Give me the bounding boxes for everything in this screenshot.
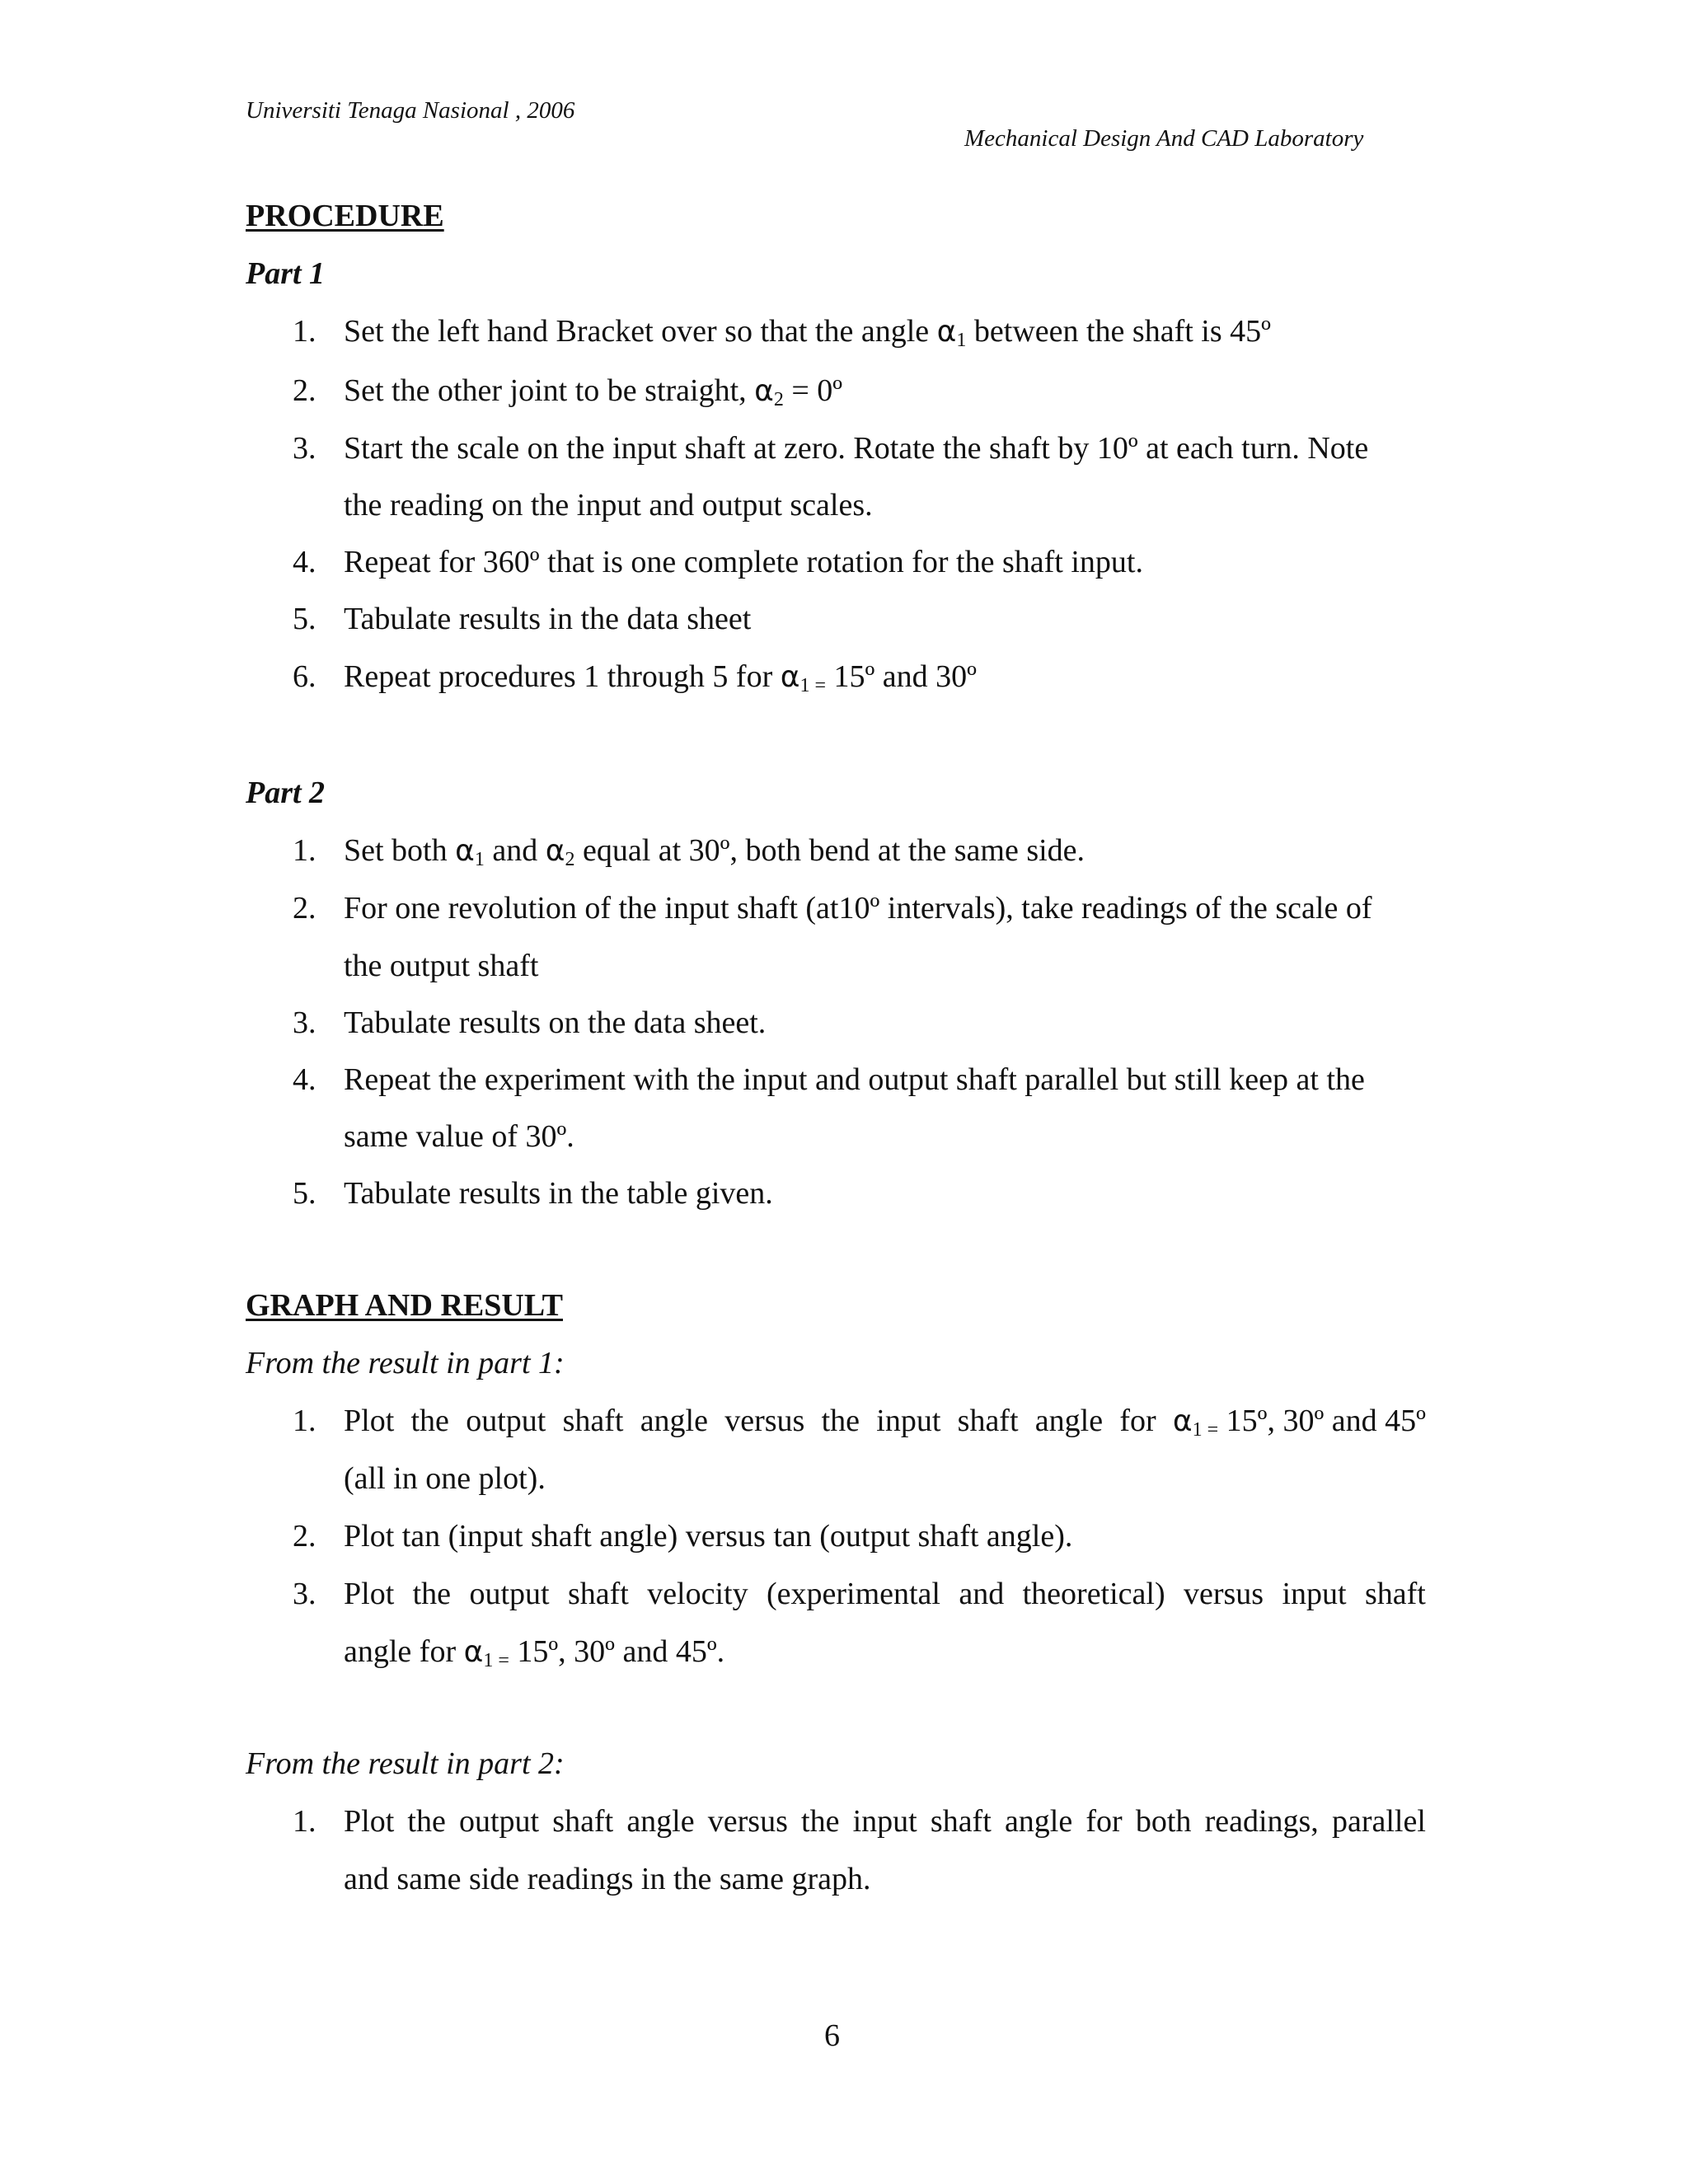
- p1-item1-text: Set the left hand Bracket over so that the angle $\alpha_1$ between the shaft is 45º: [344, 314, 1271, 351]
- g1-item2-number: 2.: [293, 1519, 316, 1554]
- p1-item4-number: 4.: [293, 545, 316, 579]
- p2-item5-text: Tabulate results in the table given.: [344, 1176, 773, 1211]
- alpha-symbol: α: [754, 374, 774, 408]
- p1-item3-line2: the reading on the input and output scales.: [344, 488, 873, 523]
- g2-item1-line1: Plot the output shaft angle versus the input shaft angle for both readings, parallel: [344, 1804, 1426, 1839]
- g1-item3-line1: Plot the output shaft velocity (experimental and theoretical) versus input shaft: [344, 1577, 1426, 1611]
- alpha-symbol: α: [936, 315, 957, 349]
- page-number: 6: [824, 2018, 840, 2053]
- graph-part1-intro: From the result in part 1:: [246, 1346, 565, 1380]
- p2-item1-number: 1.: [293, 833, 316, 868]
- p2-item1-text: Set both $\alpha_1$ and $\alpha_2$ equal at 30º, both bend at the same side.: [344, 833, 1085, 870]
- p2-item4-line2: same value of 30º.: [344, 1119, 574, 1154]
- p1-item6-text: Repeat procedures 1 through 5 for α1 = 15º and 30º: [344, 659, 977, 696]
- p1-item1-number: 1.: [293, 314, 316, 349]
- header-university: Universiti Tenaga Nasional , 2006: [246, 97, 575, 124]
- g1-item3-line2: angle for α1 = 15º, 30º and 45º.: [344, 1634, 725, 1671]
- alpha-symbol: α: [545, 834, 565, 868]
- graph-result-heading: GRAPH AND RESULT: [246, 1288, 564, 1323]
- g1-item1-line1: Plot the output shaft angle versus the input shaft angle for α1 = 15º, 30º and 45º: [344, 1404, 1426, 1441]
- p2-item2-number: 2.: [293, 891, 316, 926]
- p1-item2-number: 2.: [293, 373, 316, 408]
- p1-item2-text: Set the other joint to be straight, $\alpha_2$ = 0º: [344, 373, 843, 410]
- part2-heading: Part 2: [246, 776, 326, 810]
- p2-item5-number: 5.: [293, 1176, 316, 1211]
- g2-item1-number: 1.: [293, 1804, 316, 1839]
- p2-item2-line1: For one revolution of the input shaft (at10º intervals), take readings of the scale of: [344, 891, 1372, 926]
- alpha-symbol: α: [463, 1635, 484, 1669]
- g1-item1-line2: (all in one plot).: [344, 1461, 546, 1496]
- p2-item4-number: 4.: [293, 1062, 316, 1097]
- p1-item6-number: 6.: [293, 659, 316, 694]
- p1-item5-number: 5.: [293, 602, 316, 636]
- graph-part2-intro: From the result in part 2:: [246, 1746, 565, 1781]
- procedure-heading: PROCEDURE: [246, 199, 444, 233]
- p1-item5-text: Tabulate results in the data sheet: [344, 602, 752, 636]
- g2-item1-line2: and same side readings in the same graph.: [344, 1862, 871, 1896]
- p1-item3-number: 3.: [293, 431, 316, 466]
- p2-item2-line2: the output shaft: [344, 949, 539, 983]
- g1-item2-text: Plot tan (input shaft angle) versus tan (output shaft angle).: [344, 1519, 1073, 1554]
- p1-item4-text: Repeat for 360º that is one complete rotation for the shaft input.: [344, 545, 1143, 579]
- p2-item3-text: Tabulate results on the data sheet.: [344, 1005, 767, 1040]
- alpha-symbol: α: [780, 660, 800, 694]
- p1-item3-line1: Start the scale on the input shaft at zero. Rotate the shaft by 10º at each turn. Note: [344, 431, 1369, 466]
- part1-heading: Part 1: [246, 256, 326, 291]
- g1-item3-number: 3.: [293, 1577, 316, 1611]
- g1-item1-number: 1.: [293, 1404, 316, 1438]
- p2-item4-line1: Repeat the experiment with the input and output shaft parallel but still keep at the: [344, 1062, 1365, 1097]
- alpha-symbol: α: [455, 834, 475, 868]
- alpha-symbol: α: [1172, 1404, 1193, 1438]
- p2-item3-number: 3.: [293, 1005, 316, 1040]
- header-lab-name: Mechanical Design And CAD Laboratory: [964, 125, 1364, 152]
